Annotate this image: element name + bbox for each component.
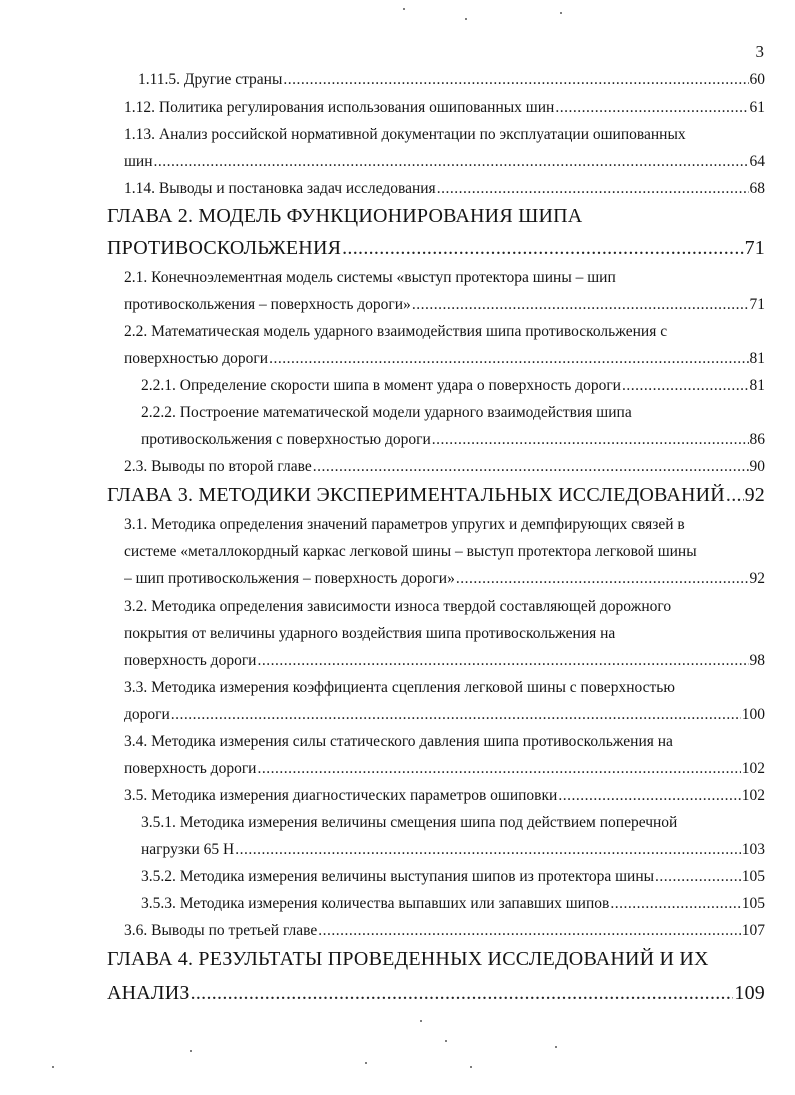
toc-entry-page: 102	[741, 760, 765, 777]
toc-entry-title: 3.5. Методика измерения диагностических параметров ошиповки	[124, 787, 558, 804]
toc-entry-page: 100	[741, 706, 765, 723]
dot-leader	[610, 892, 740, 916]
toc-entry-page: 92	[749, 570, 765, 587]
scan-speck	[465, 18, 467, 20]
toc-entry	[141, 838, 765, 862]
dot-leader	[726, 480, 744, 510]
toc-entry	[124, 293, 765, 317]
toc-entry-page: 107	[741, 922, 765, 939]
toc-entry	[141, 865, 765, 889]
toc-entry-title: 2.2. Математическая модель ударного взаимодействия шипа противоскольжения с	[124, 323, 668, 340]
toc-entry-title: 3.2. Методика определения зависимости износа твердой составляющей дорожного	[124, 598, 672, 615]
toc-entry	[124, 595, 765, 619]
dot-leader	[257, 757, 740, 781]
toc-entry-title: 3.4. Методика измерения силы статического давления шипа противоскольжения на	[124, 733, 673, 750]
scan-speck	[470, 1066, 472, 1068]
toc-entry-title: 3.3. Методика измерения коэффициента сцепления легковой шины с поверхностью	[124, 679, 675, 696]
toc-entry-title: 3.5.3. Методика измерения количества выпавших или запавших шипов	[141, 895, 610, 912]
toc-entry-page: 81	[749, 377, 765, 394]
dot-leader	[655, 865, 741, 889]
toc-entry-page: 64	[749, 153, 765, 170]
toc-entry-title: 2.3. Выводы по второй главе	[124, 458, 312, 475]
toc-entry	[124, 703, 765, 727]
toc-chapter-page: 109	[734, 982, 765, 1004]
toc-entry	[124, 730, 765, 754]
scan-speck	[365, 1062, 367, 1064]
toc-entry-page: 98	[749, 652, 765, 669]
toc-entry	[124, 123, 765, 147]
toc-entry-page: 103	[741, 841, 765, 858]
toc-entry	[124, 455, 765, 479]
dot-leader	[313, 455, 749, 479]
dot-leader	[269, 347, 748, 371]
toc-entry	[124, 513, 765, 537]
dot-leader	[342, 233, 743, 263]
toc-entry-page: 61	[749, 99, 765, 116]
toc-entry-title: противоскольжения с поверхностью дороги	[141, 431, 431, 448]
scan-speck	[190, 1050, 192, 1052]
toc-entry-page: 68	[749, 180, 765, 197]
toc-entry	[141, 374, 765, 398]
toc-entry	[141, 892, 765, 916]
toc-entry-title: дороги	[124, 706, 170, 723]
dot-leader	[154, 150, 749, 174]
toc-entry	[124, 622, 765, 646]
dot-leader	[283, 68, 748, 92]
toc-entry-title: 3.6. Выводы по третьей главе	[124, 922, 318, 939]
dot-leader	[456, 567, 749, 591]
toc-entry-page: 60	[749, 71, 765, 88]
scan-speck	[560, 12, 562, 14]
toc-entry-title: 3.1. Методика определения значений параметров упругих и демпфирующих связей в	[124, 516, 685, 533]
toc-entry-title: 1.12. Политика регулирования использования ошипованных шин	[124, 99, 555, 116]
scan-speck	[403, 8, 405, 10]
toc-entry	[138, 68, 765, 92]
toc-entry	[124, 266, 765, 290]
toc-entry-title: поверхность дороги	[124, 760, 257, 777]
toc-chapter	[107, 978, 765, 1008]
toc-entry-page: 86	[749, 431, 765, 448]
toc-entry-title: 2.1. Конечноэлементная модель системы «выступ протектора шины – шип	[124, 269, 616, 286]
dot-leader	[257, 649, 748, 673]
toc-entry-page: 102	[741, 787, 765, 804]
toc-entry	[141, 401, 765, 425]
toc-chapter-title: ПРОТИВОСКОЛЬЖЕНИЯ	[107, 237, 342, 259]
toc-entry	[124, 784, 765, 808]
toc-entry	[124, 649, 765, 673]
toc-entry	[124, 540, 765, 564]
toc-entry-title: 1.13. Анализ российской нормативной документации по эксплуатации ошипованных	[124, 126, 686, 143]
toc-chapter-title: ГЛАВА 4. РЕЗУЛЬТАТЫ ПРОВЕДЕННЫХ ИССЛЕДОВАНИЙ И ИХ	[107, 948, 709, 970]
dot-leader	[191, 978, 734, 1008]
toc-chapter	[107, 480, 765, 510]
toc-entry-title: поверхность дороги	[124, 652, 257, 669]
toc-entry	[141, 811, 765, 835]
toc-entry-title: шин	[124, 153, 153, 170]
toc-entry-title: 3.5.2. Методика измерения величины выступания шипов из протектора шины	[141, 868, 655, 885]
toc-entry	[141, 428, 765, 452]
toc-entry	[124, 177, 765, 201]
scan-speck	[52, 1066, 54, 1068]
toc-chapter-title: ГЛАВА 3. МЕТОДИКИ ЭКСПЕРИМЕНТАЛЬНЫХ ИССЛЕДОВАНИЙ	[107, 484, 725, 506]
dot-leader	[318, 919, 740, 943]
toc-chapter	[107, 944, 765, 974]
toc-entry-page: 81	[749, 350, 765, 367]
toc-entry-title: поверхностью дороги	[124, 350, 269, 367]
toc-chapter	[107, 201, 765, 231]
toc-entry-title: нагрузки 65 Н	[141, 841, 235, 858]
dot-leader	[235, 838, 741, 862]
toc-entry-page: 105	[741, 868, 765, 885]
toc-entry	[124, 757, 765, 781]
toc-chapter-page: 71	[744, 237, 765, 259]
scan-speck	[555, 1046, 557, 1048]
toc-chapter-title: ГЛАВА 2. МОДЕЛЬ ФУНКЦИОНИРОВАНИЯ ШИПА	[107, 205, 583, 227]
page-number: 3	[755, 42, 764, 61]
toc-entry	[124, 320, 765, 344]
toc-entry-title: 1.14. Выводы и постановка задач исследования	[124, 180, 436, 197]
toc-entry	[124, 150, 765, 174]
toc-entry	[124, 96, 765, 120]
toc-entry	[124, 567, 765, 591]
toc-chapter-title: АНАЛИЗ	[107, 982, 190, 1004]
dot-leader	[555, 96, 748, 120]
toc-entry	[124, 347, 765, 371]
toc-entry-title: 2.2.1. Определение скорости шипа в момент удара о поверхность дороги	[141, 377, 621, 394]
toc-chapter	[107, 233, 765, 263]
toc-entry-page: 90	[749, 458, 765, 475]
toc-entry-page: 71	[749, 296, 765, 313]
scan-speck	[445, 1040, 447, 1042]
dot-leader	[558, 784, 740, 808]
toc-entry-title: противоскольжения – поверхность дороги»	[124, 296, 411, 313]
toc-entry-title: – шип противоскольжения – поверхность дороги»	[124, 570, 455, 587]
toc-entry	[124, 676, 765, 700]
dot-leader	[412, 293, 749, 317]
toc-chapter-page: 92	[744, 484, 765, 506]
dot-leader	[437, 177, 749, 201]
toc-entry-title: покрытия от величины ударного воздействия шипа противоскольжения на	[124, 625, 616, 642]
toc-entry-title: системе «металлокордный каркас легковой шины – выступ протектора легковой шины	[124, 543, 697, 560]
toc-entry-page: 105	[741, 895, 765, 912]
toc-entry-title: 3.5.1. Методика измерения величины смещения шипа под действием поперечной	[141, 814, 678, 831]
dot-leader	[622, 374, 749, 398]
dot-leader	[432, 428, 749, 452]
toc-entry-title: 2.2.2. Построение математической модели ударного взаимодействия шипа	[141, 404, 632, 421]
dot-leader	[171, 703, 741, 727]
toc-entry-title: 1.11.5. Другие страны	[138, 71, 283, 88]
toc-entry	[124, 919, 765, 943]
scan-speck	[420, 1020, 422, 1022]
